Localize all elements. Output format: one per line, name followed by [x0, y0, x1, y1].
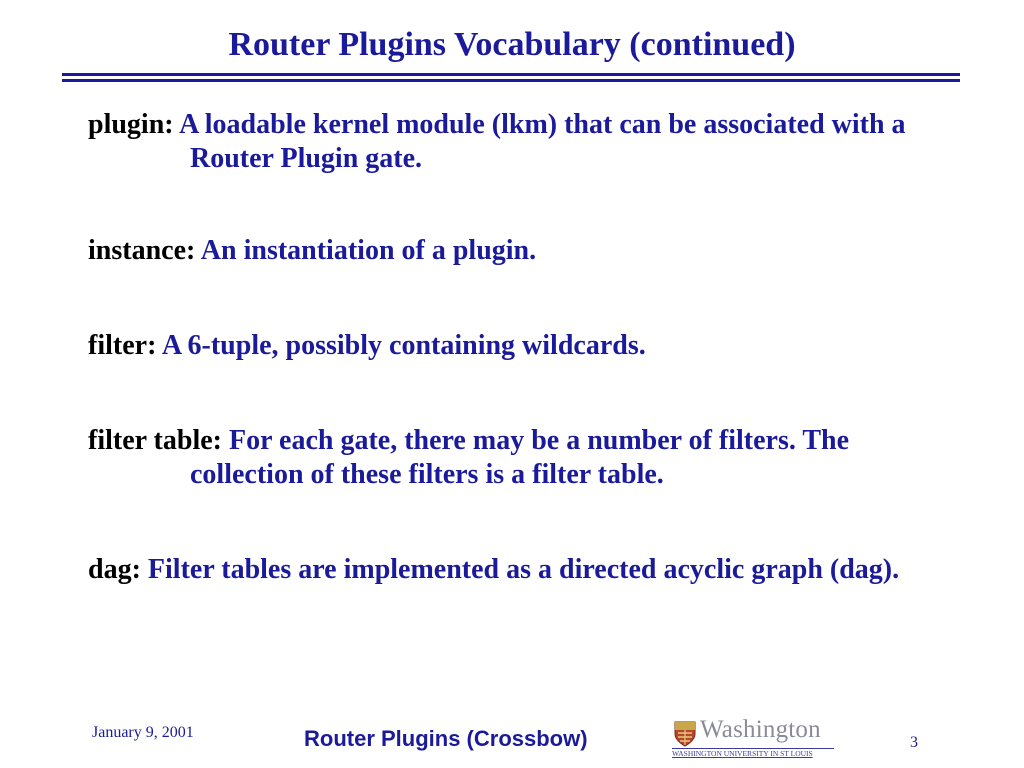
definition-description: For each gate, there may be a number of filters. The collection of these filters is a filter table. [190, 425, 850, 490]
definition-description: A loadable kernel module (lkm) that can be associated with a Router Plugin gate. [179, 109, 906, 174]
slide-title: Router Plugins Vocabulary (continued) [228, 26, 796, 63]
definition-term: filter table: [88, 425, 222, 456]
logo-subtitle: WASHINGTON UNIVERSITY IN ST LOUIS [672, 748, 834, 758]
definition-description: Filter tables are implemented as a directed acyclic graph (dag). [147, 554, 900, 585]
logo-wordmark: Washington [700, 716, 821, 743]
university-shield-icon [674, 721, 696, 747]
definition-description: An instantiation of a plugin. [200, 235, 537, 266]
page-number: 3 [910, 734, 918, 751]
footer-date: January 9, 2001 [92, 724, 194, 741]
definition-term: dag: [88, 554, 141, 585]
definition-plugin [88, 108, 968, 176]
university-logo [672, 716, 834, 760]
definition-dag [88, 553, 968, 587]
definition-instance [88, 234, 968, 268]
title-divider-top [62, 73, 960, 76]
definition-term: instance: [88, 235, 196, 266]
definition-term: plugin: [88, 109, 174, 140]
definition-term: filter: [88, 330, 157, 361]
definition-description: A 6-tuple, possibly containing wildcards. [161, 330, 646, 361]
definition-filter-table [88, 424, 968, 492]
definition-filter [88, 329, 968, 363]
title-divider-bottom [62, 79, 960, 82]
footer-presentation-title: Router Plugins (Crossbow) [304, 726, 588, 751]
